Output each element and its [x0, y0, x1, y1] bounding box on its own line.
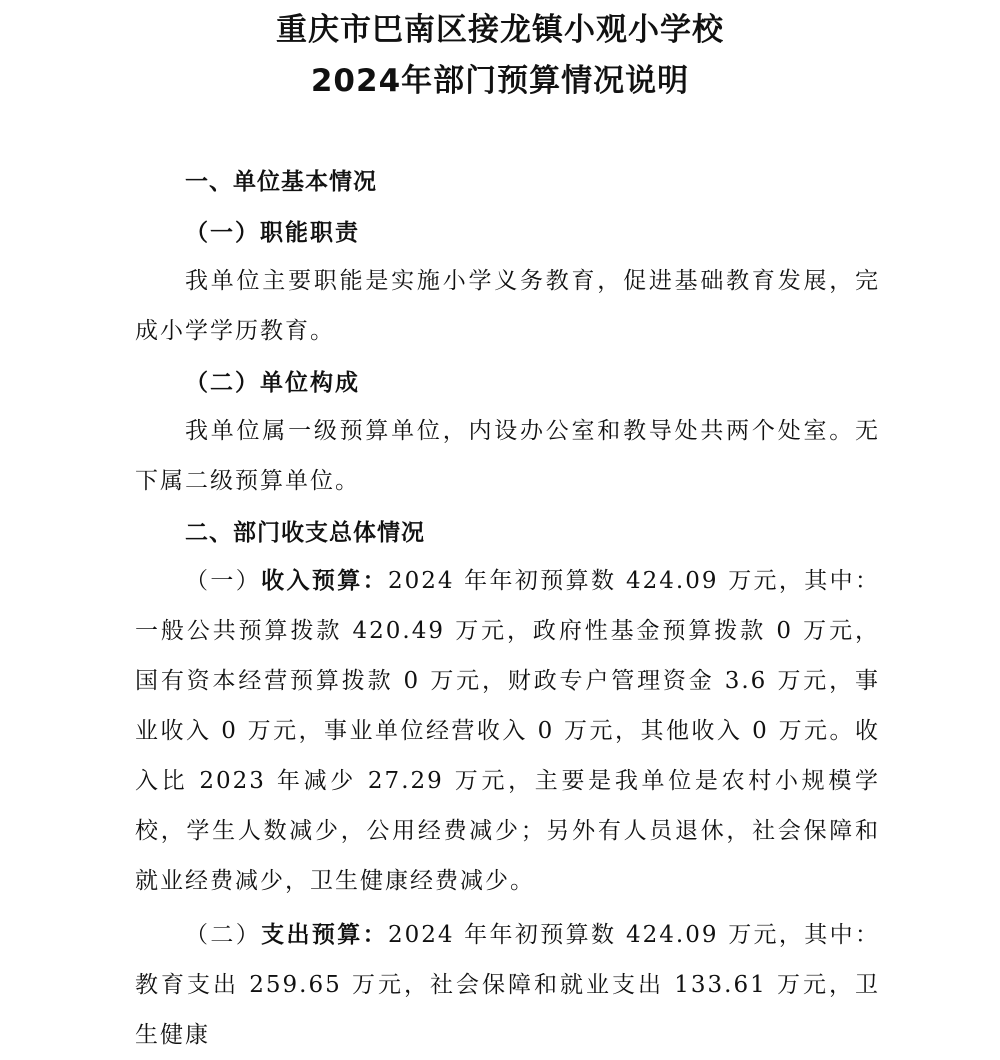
document-title-line2: 2024年部门预算情况说明 [310, 63, 690, 99]
section1-sub2-heading: （二）单位构成 [185, 369, 360, 396]
income-prefix: （一） [185, 568, 262, 594]
income-text: 2024 年年初预算数 424.09 万元，其中：一般公共预算拨款 420.49 万元，政府性基金预算拨款 0 万元，国有资本经营预算拨款 0 万元，财政专户管理资金 3.6 万元，事业收入 0 万元，事业单位经营收入 0 万元，其他收入 0 万元。收入比 2023 年减少 27.29 万元，主要是我单位是农村小规模学校，学生人数减少，公用经费减少；另外有人员退休，社会保障和就业经费减少，卫生健康经费减少。 [135, 568, 881, 894]
expense-prefix: （二） [185, 922, 262, 948]
section1-sub1-paragraph: 我单位主要职能是实施小学义务教育，促进基础教育发展，完成小学学历教育。 [135, 268, 880, 344]
income-label: 收入预算： [261, 568, 388, 594]
section1-sub1-heading: （一）职能职责 [185, 219, 360, 246]
expense-text: 2024 年年初预算数 424.09 万元，其中：教育支出 259.65 万元，社会保障和就业支出 133.61 万元，卫生健康 [135, 922, 881, 1048]
section1-heading: 一、单位基本情况 [185, 169, 377, 195]
expense-label: 支出预算： [261, 922, 388, 948]
section1-sub2-paragraph: 我单位属一级预算单位，内设办公室和教导处共两个处室。无下属二级预算单位。 [135, 418, 880, 494]
section2-income-paragraph [135, 556, 880, 906]
section2-expense-paragraph [135, 910, 880, 1060]
section2-heading: 二、部门收支总体情况 [185, 520, 425, 546]
document-title-line1: 重庆市巴南区接龙镇小观小学校 [276, 12, 724, 48]
